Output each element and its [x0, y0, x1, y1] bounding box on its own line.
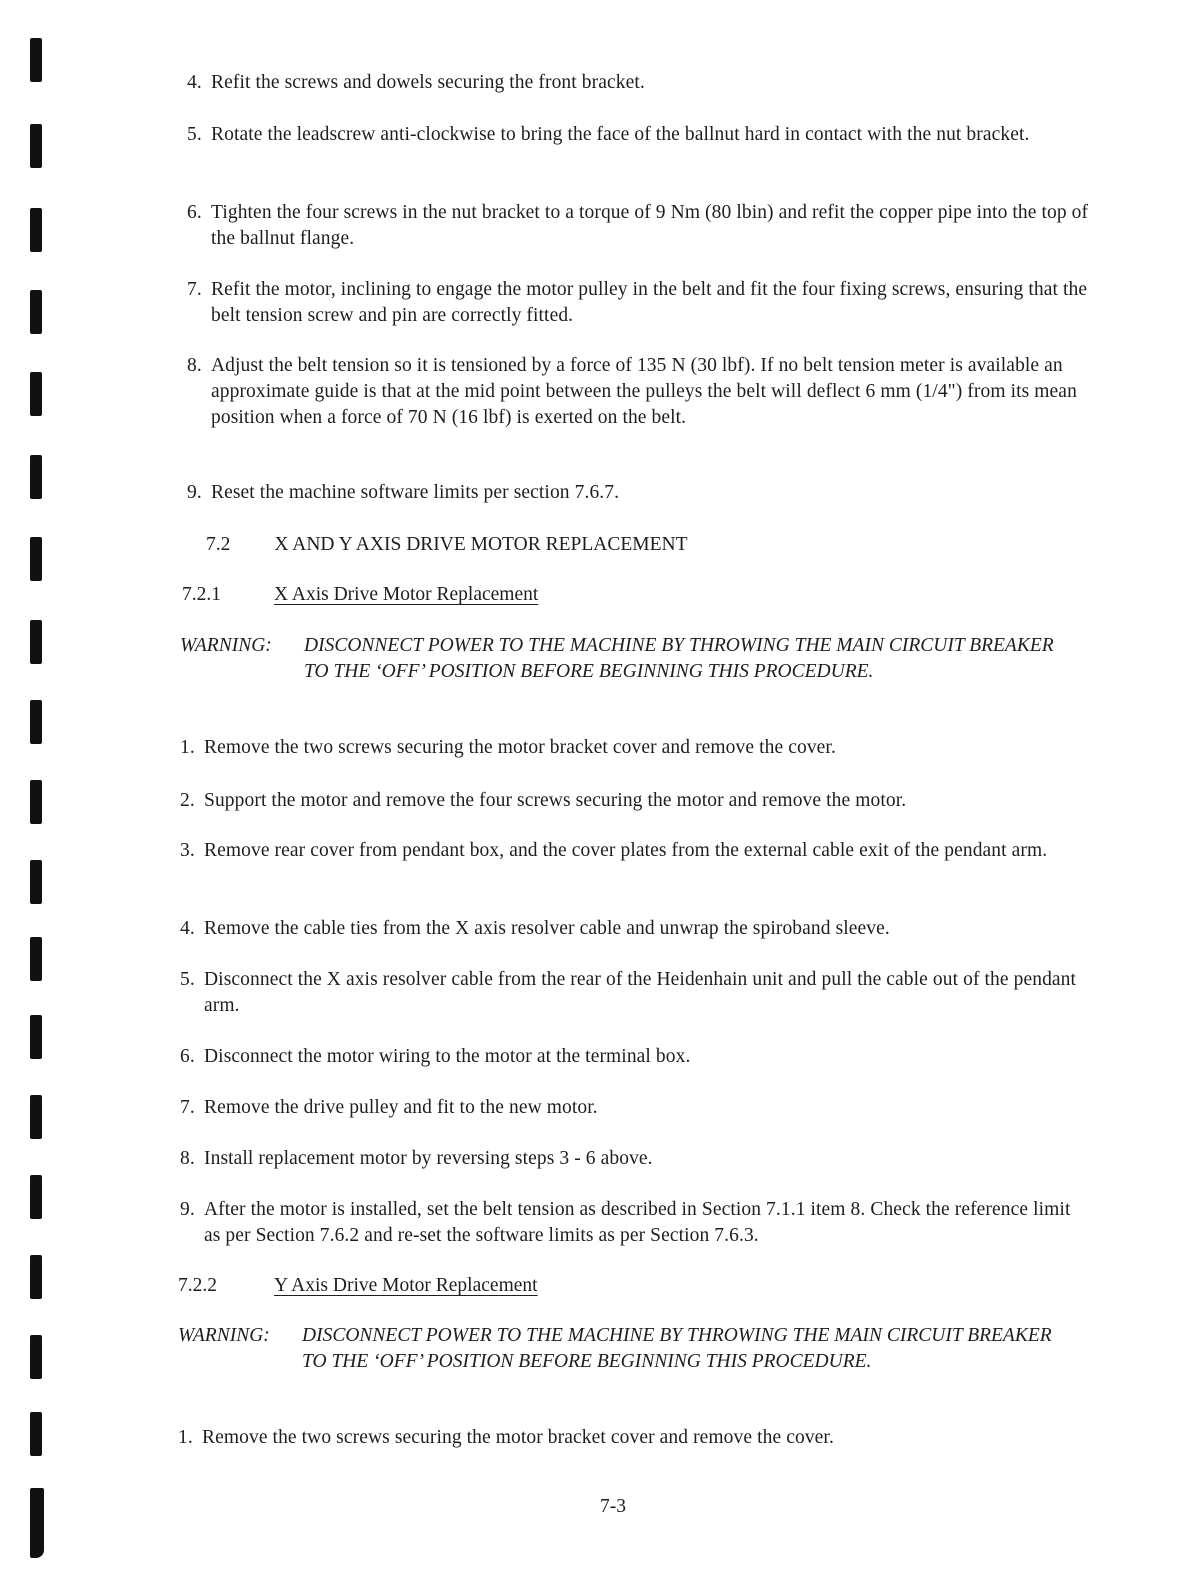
list-item: 7. Remove the drive pulley and fit to the new motor.: [180, 1097, 598, 1118]
binding-hole: [30, 860, 42, 904]
list-item: 7. Refit the motor, inclining to engage the motor pulley in the belt and fit the four fixing screws, ensuring that the belt tension screw and pin are correctly fitted.: [187, 279, 1088, 326]
binding-hole: [30, 1015, 42, 1059]
list-item: 5. Disconnect the X axis resolver cable from the rear of the Heidenhain unit and pull the cable out of the pendant arm.: [180, 969, 1077, 1016]
binding-hole: [30, 124, 42, 168]
list-item: 1. Remove the two screws securing the motor bracket cover and remove the cover.: [180, 737, 836, 758]
list-item: 4. Remove the cable ties from the X axis resolver cable and unwrap the spiroband sleeve.: [180, 918, 890, 939]
list-item: 6. Disconnect the motor wiring to the motor at the terminal box.: [180, 1046, 691, 1067]
binding-hole: [30, 1412, 42, 1456]
list-item: 1. Remove the two screws securing the motor bracket cover and remove the cover.: [178, 1427, 834, 1448]
binding-hole: [30, 1488, 44, 1558]
page-number: 7-3: [600, 1496, 626, 1517]
binding-hole: [30, 1095, 42, 1139]
binding-hole: [30, 537, 42, 581]
list-item: 9. Reset the machine software limits per section 7.6.7.: [187, 482, 620, 503]
list-item: 4. Refit the screws and dowels securing the front bracket.: [187, 72, 645, 93]
binding-hole: [30, 38, 42, 82]
warning-note: WARNING: DISCONNECT POWER TO THE MACHINE BY THROWING THE MAIN CIRCUIT BREAKER TO THE ‘OFF’ POSITION BEFORE BEGINNING THIS PROCEDURE.: [180, 635, 1054, 682]
binding-hole: [30, 455, 42, 499]
binding-hole: [30, 700, 42, 744]
list-item: 6. Tighten the four screws in the nut bracket to a torque of 9 Nm (80 lbin) and refit the copper pipe into the top of the ballnut flange.: [187, 202, 1089, 249]
subsection-heading: 7.2.1 X Axis Drive Motor Replacement: [182, 584, 539, 605]
binding-hole: [30, 290, 42, 334]
binding-hole: [30, 1335, 42, 1379]
binding-hole: [30, 1175, 42, 1219]
warning-note: WARNING: DISCONNECT POWER TO THE MACHINE BY THROWING THE MAIN CIRCUIT BREAKER TO THE ‘OFF’ POSITION BEFORE BEGINNING THIS PROCEDURE.: [178, 1325, 1052, 1372]
list-item: 9. After the motor is installed, set the belt tension as described in Section 7.1.1 item 8. Check the reference limit as per Section 7.6.2 and re-set the software limits as per Section 7.6.3.: [180, 1199, 1071, 1246]
list-item: 5. Rotate the leadscrew anti-clockwise to bring the face of the ballnut hard in contact with the nut bracket.: [187, 124, 1030, 145]
list-item: 2. Support the motor and remove the four screws securing the motor and remove the motor.: [180, 790, 907, 811]
binding-hole: [30, 1255, 42, 1299]
binding-hole: [30, 620, 42, 664]
list-item: 3. Remove rear cover from pendant box, and the cover plates from the external cable exit of the pendant arm.: [180, 840, 1048, 861]
section-heading: 7.2 X AND Y AXIS DRIVE MOTOR REPLACEMENT: [206, 534, 688, 555]
binding-hole: [30, 208, 42, 252]
subsection-heading: 7.2.2 Y Axis Drive Motor Replacement: [178, 1275, 538, 1296]
binding-hole: [30, 780, 42, 824]
list-item: 8. Adjust the belt tension so it is tensioned by a force of 135 N (30 lbf). If no belt tension meter is available an approximate guide is that at the mid point between the pulleys the belt will deflect 6 mm (1/4") from its mean position when a force of 70 N (16 lbf) is exerted on the belt.: [187, 355, 1077, 428]
list-item: 8. Install replacement motor by reversing steps 3 - 6 above.: [180, 1148, 653, 1169]
binding-hole: [30, 937, 42, 981]
binding-hole: [30, 372, 42, 416]
